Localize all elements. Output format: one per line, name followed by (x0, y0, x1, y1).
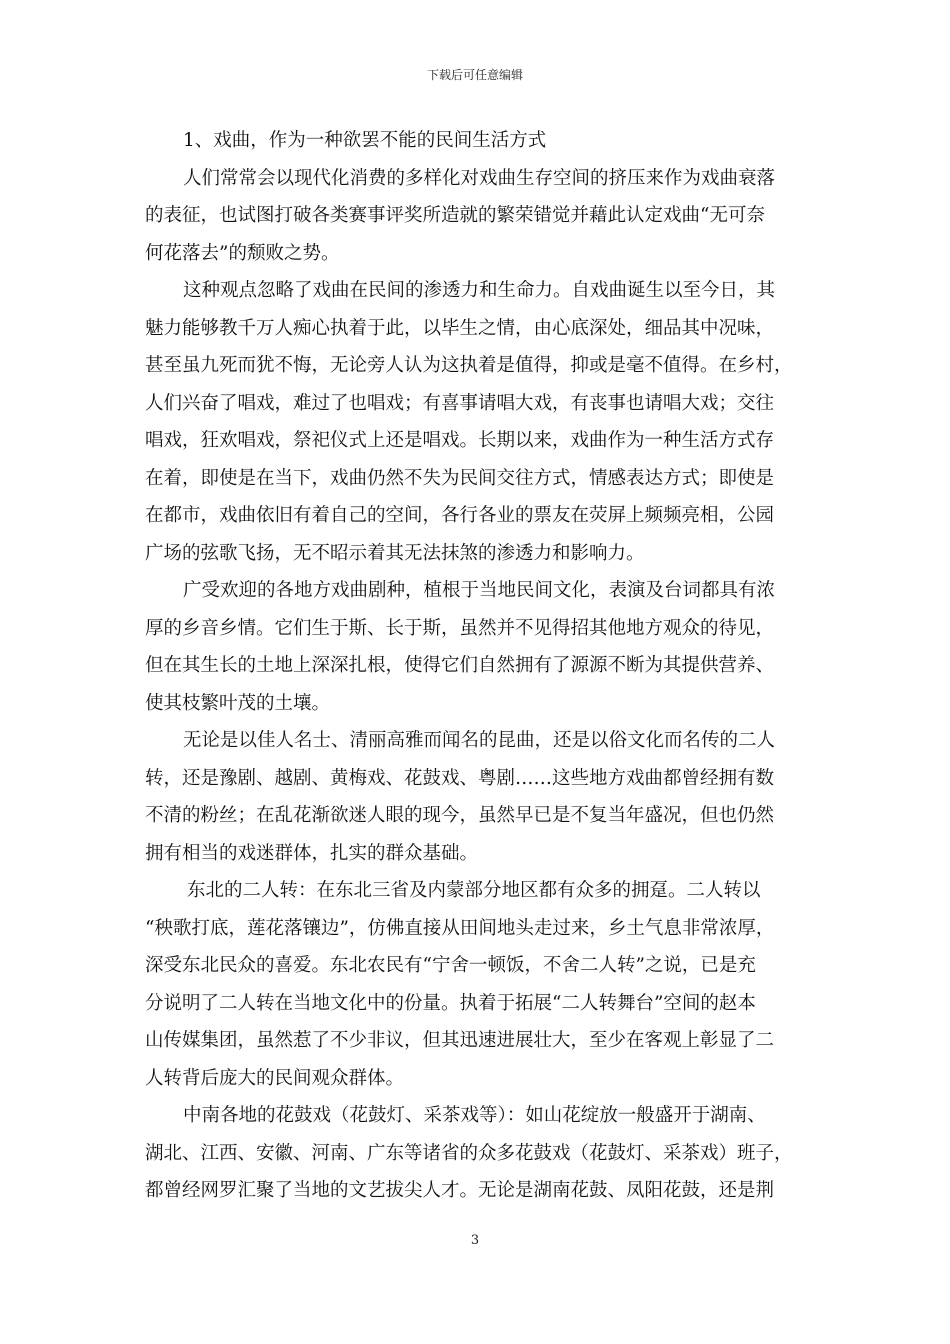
page-number: 3 (470, 1233, 480, 1248)
text-line: 不清的粉丝；在乱花渐欲迷人眼的现今，虽然早已是不复当年盛况，但也仍然 (145, 805, 775, 826)
text-line: 但在其生长的土地上深深扎根，使得它们自然拥有了源源不断为其提供营养、 (145, 655, 775, 676)
text-line: 人们常常会以现代化消费的多样化对戏曲生存空间的挤压来作为戏曲衰落 (183, 167, 776, 189)
paragraph-2 (145, 272, 810, 572)
text-line: 何花落去”的颓败之势。 (145, 242, 340, 264)
text-line: 都曾经网罗汇聚了当地的文艺拔尖人才。无论是湖南花鼓、凤阳花鼓，还是荆 (145, 1180, 775, 1201)
text-line: 这种观点忽略了戏曲在民间的渗透力和生命力。自戏曲诞生以至今日，其 (183, 280, 776, 301)
text-line: 的表征，也试图打破各类赛事评奖所造就的繁荣错觉并藉此认定戏曲“无可奈 (145, 205, 765, 226)
page-header: 下载后可任意编辑 (426, 68, 523, 82)
text-line: 中南各地的花鼓戏（花鼓灯、采茶戏等）：如山花绽放一般盛开于湖南、 (183, 1105, 766, 1126)
text-line: 在都市，戏曲依旧有着自己的空间，各行各业的票友在荧屏上频频亮相，公园 (145, 505, 775, 526)
text-line: 人们兴奋了唱戏，难过了也唱戏；有喜事请唱大戏，有丧事也请唱大戏；交往 (145, 392, 775, 414)
document-body (145, 122, 810, 1210)
text-line: 拥有相当的戏迷群体，扎实的群众基础。 (145, 842, 479, 864)
paragraph-1 (145, 160, 810, 273)
text-line: 使其枝繁叶茂的土壤。 (145, 692, 331, 714)
text-line: 山传媒集团，虽然惹了不少非议，但其迅速进展壮大，至少在客观上彰显了二 (145, 1030, 775, 1051)
section-heading: 1、戏曲，作为一种欲罢不能的民间生活方式 (183, 130, 547, 151)
text-line: 人转背后庞大的民间观众群体。 (145, 1067, 405, 1089)
text-line: 甚至虽九死而犹不悔，无论旁人认为这执着是值得，抑或是毫不值得。在乡村， (145, 355, 793, 376)
text-line: 唱戏，狂欢唱戏，祭祀仪式上还是唱戏。长期以来，戏曲作为一种生活方式存 (145, 430, 775, 451)
text-line: 东北的二人转：在东北三省及内蒙部分地区都有众多的拥趸。二人转以 (187, 880, 761, 901)
text-line: 在着，即使是在当下，戏曲仍然不失为民间交往方式，情感表达方式；即使是 (145, 467, 775, 489)
text-line: 转，还是豫剧、越剧、黄梅戏、花鼓戏、粤剧……这些地方戏曲都曾经拥有数 (145, 767, 775, 789)
text-line: 分说明了二人转在当地文化中的份量。执着于拓展“二人转舞台”空间的赵本 (145, 992, 756, 1014)
text-line: “秧歌打底，莲花落镶边”，仿佛直接从田间地头走过来，乡土气息非常浓厚， (145, 917, 775, 939)
text-line: 广受欢迎的各地方戏曲剧种，植根于当地民间文化，表演及台词都具有浓 (183, 580, 776, 601)
paragraph-3 (145, 572, 810, 722)
text-line: 厚的乡音乡情。它们生于斯、长于斯，虽然并不见得招其他地方观众的待见， (145, 617, 775, 639)
text-line: 湖北、江西、安徽、河南、广东等诸省的众多花鼓戏（花鼓灯、采茶戏）班子， (145, 1142, 793, 1164)
text-line: 深受东北民众的喜爱。东北农民有“宁舍一顿饭，不舍二人转”之说，已是充 (145, 955, 756, 976)
text-line: 无论是以佳人名士、清丽高雅而闻名的昆曲，还是以俗文化而名传的二人 (183, 730, 776, 751)
paragraph-5 (145, 872, 810, 1097)
paragraph-6 (145, 1097, 810, 1210)
text-line: 魅力能够教千万人痴心执着于此，以毕生之情，由心底深处，细品其中况味， (145, 317, 775, 339)
text-line: 广场的弦歌飞扬，无不昭示着其无法抹煞的渗透力和影响力。 (145, 542, 645, 564)
paragraph-4 (145, 722, 810, 872)
